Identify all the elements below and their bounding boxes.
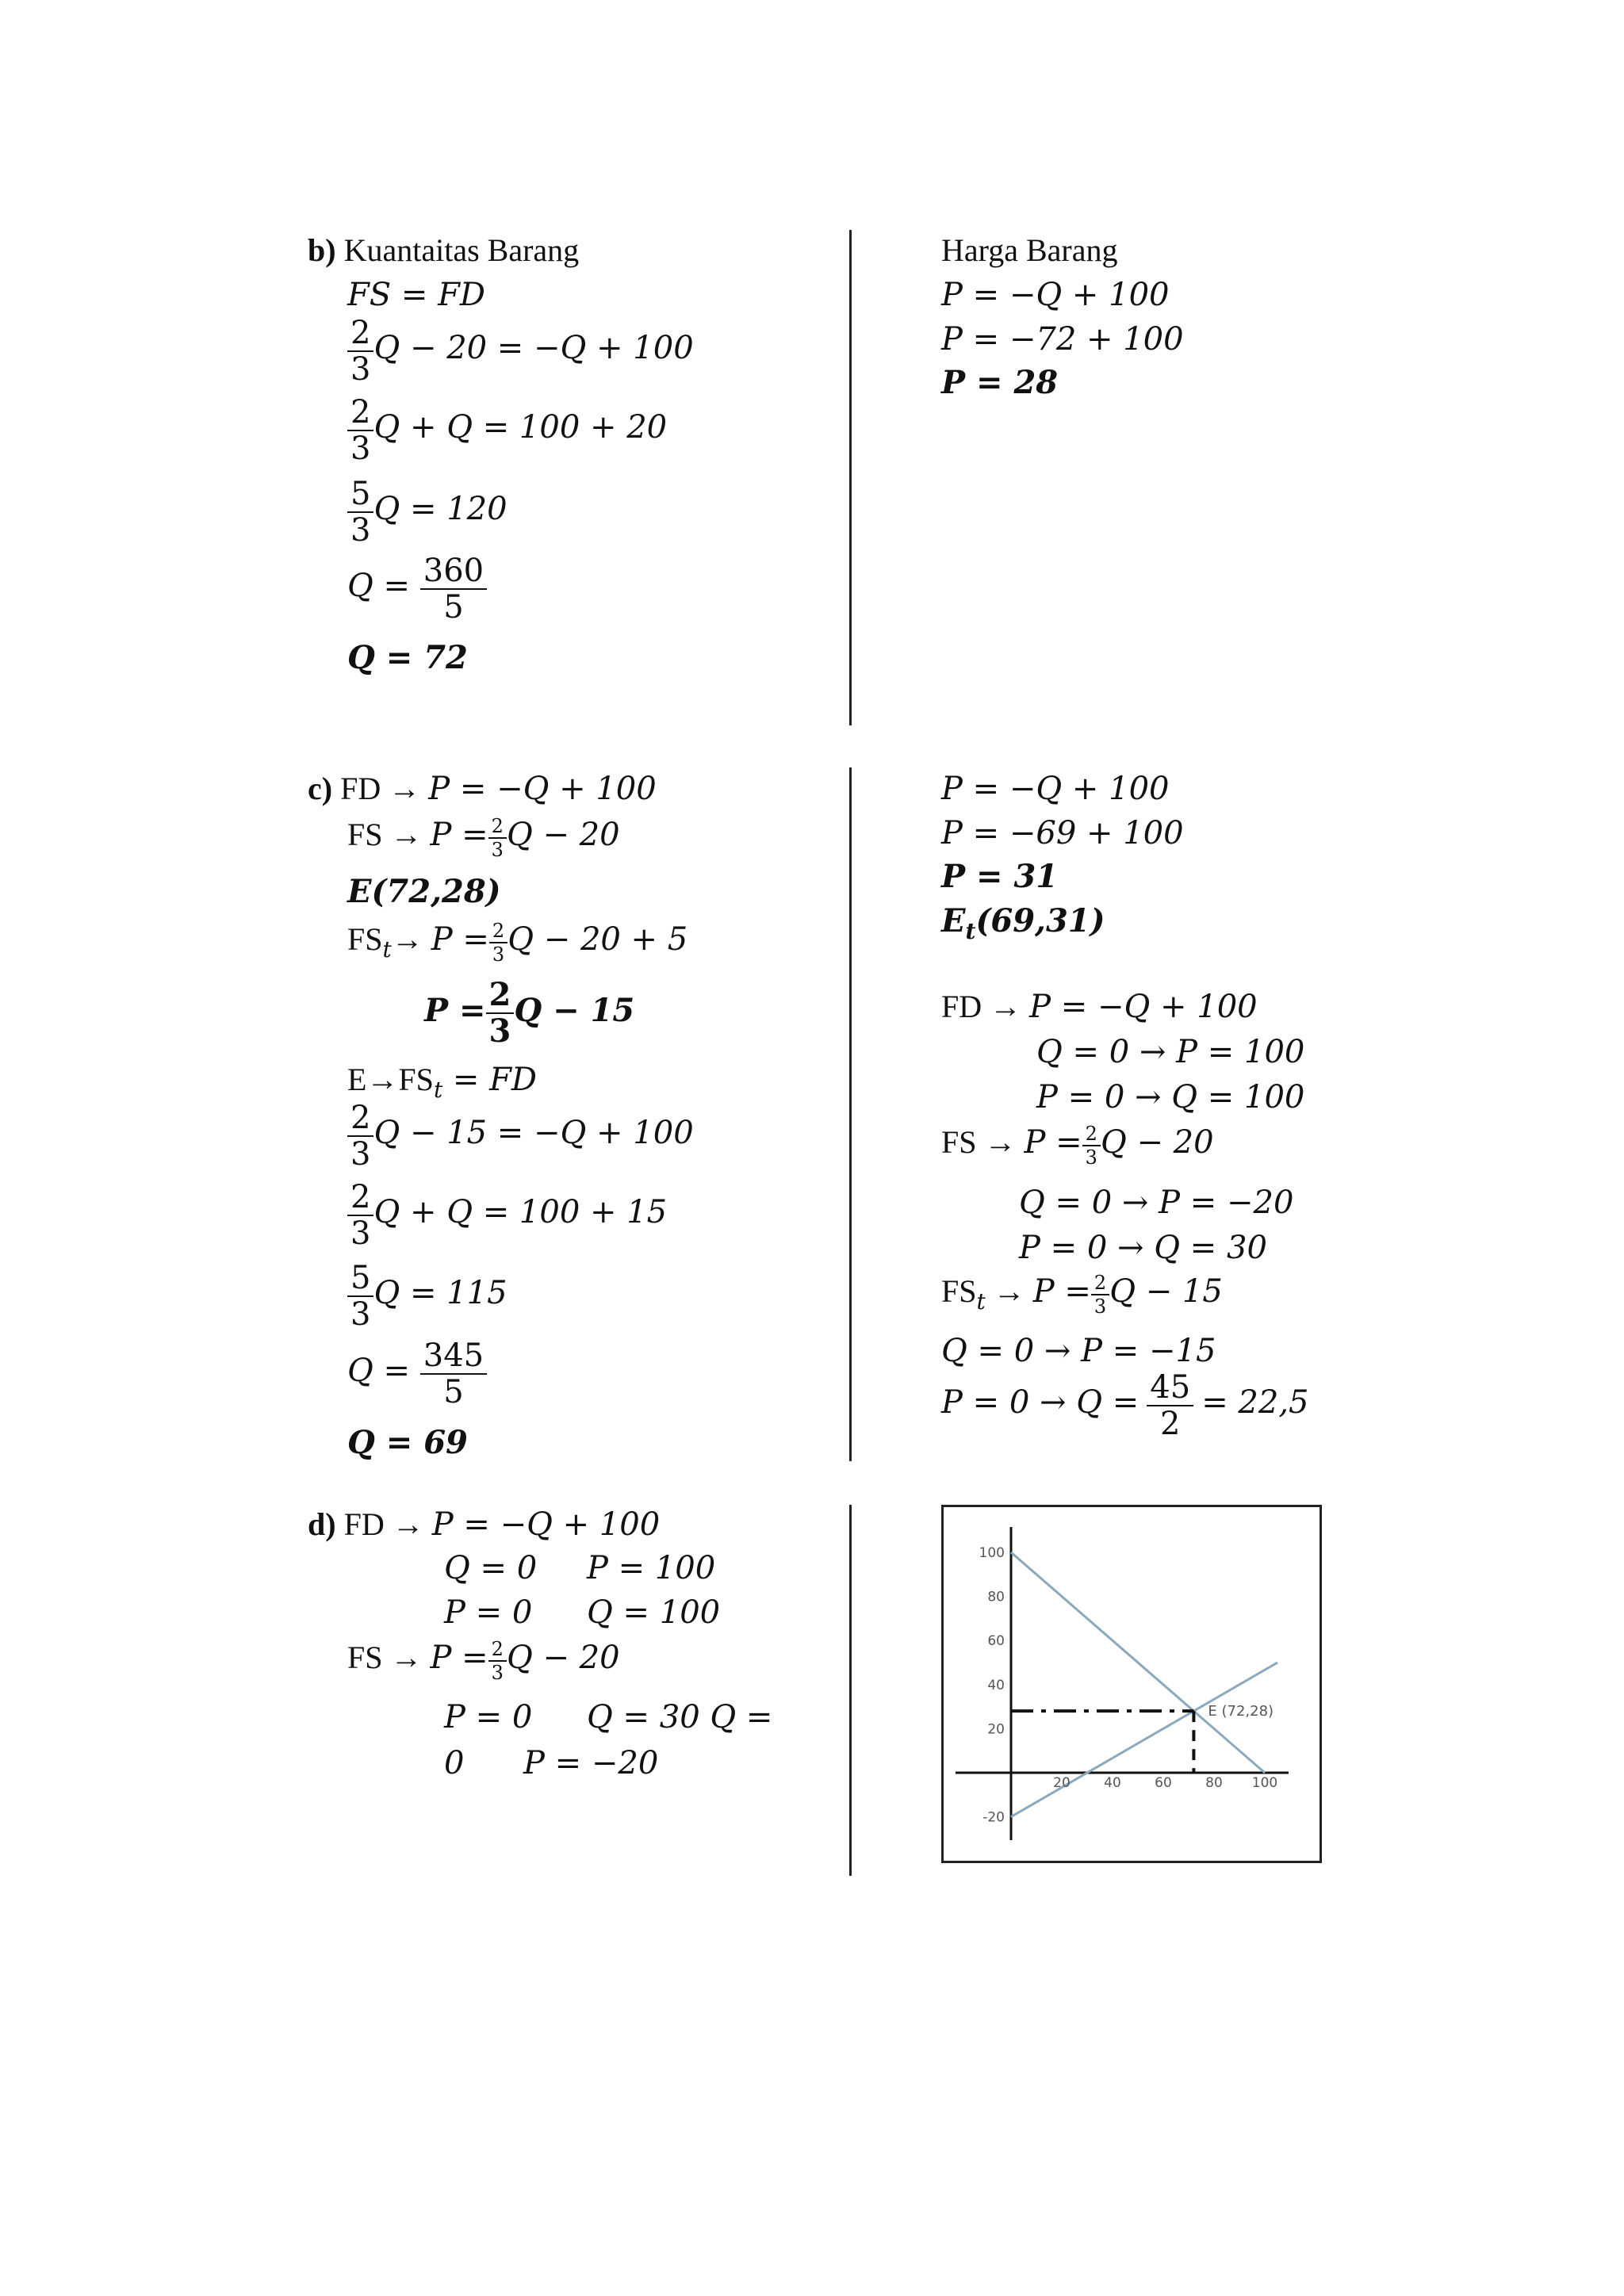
x-tick-label-20: 20 xyxy=(1053,1775,1071,1791)
c-equilibrium: E(72,28) xyxy=(347,873,501,910)
b-line-2: $\frac{2}{3}$ Q − 20 = −Q + 100 xyxy=(347,317,694,385)
y-tick-label-80: 80 xyxy=(987,1589,1005,1605)
b-result-p: P = 28 xyxy=(941,364,1059,401)
column-divider-c xyxy=(849,767,852,1461)
equilibrium-label: E (72,28) xyxy=(1208,1703,1274,1720)
c-line-fd: c) FD → P = −Q + 100 xyxy=(308,771,657,807)
c-right-fd-p0: P = 0 → Q = 100 xyxy=(1036,1079,1305,1115)
y-tick-label-100: 100 xyxy=(979,1545,1005,1561)
x-tick-label-80: 80 xyxy=(1205,1775,1223,1791)
b-result-q: Q = 72 xyxy=(347,639,468,676)
c-right-fst: $FS_t \to P$ = $\frac{2}{3}$ Q − 15 xyxy=(941,1272,1223,1318)
c-right-fst-q0: Q = 0 → P = −15 xyxy=(941,1333,1216,1369)
b-right-line-1: P = −Q + 100 xyxy=(941,277,1170,313)
x-tick-label-60: 60 xyxy=(1155,1775,1172,1791)
b-right-line-2: P = −72 + 100 xyxy=(941,321,1184,358)
d-fs-r1b: Q = 30 Q = xyxy=(587,1699,773,1735)
section-b-heading: b) Kuantaitas Barang xyxy=(308,232,580,268)
d-fd-r1a: Q = 0 xyxy=(444,1550,538,1586)
c-line-fs: FS → P = $\frac{2}{3}$ Q − 20 xyxy=(347,815,620,861)
c-fst-result: P = $\frac{2}{3}$ Q − 15 xyxy=(424,976,635,1050)
c-step-1: $\frac{2}{3}$ Q − 15 = −Q + 100 xyxy=(347,1102,694,1170)
y-tick-label--20: -20 xyxy=(982,1809,1005,1826)
d-line-fd: d) FD → P = −Q + 100 xyxy=(308,1506,661,1543)
b-line-5: Q = $\frac{360}{5}$ xyxy=(347,555,487,623)
y-tick-label-60: 60 xyxy=(987,1633,1005,1650)
x-tick-label-100: 100 xyxy=(1251,1775,1278,1791)
c-right-result-p: P = 31 xyxy=(941,858,1059,895)
c-right-fd: FD → P = −Q + 100 xyxy=(941,989,1258,1025)
b-line-1: FS = FD xyxy=(347,277,485,313)
c-step-2: $\frac{2}{3}$ Q + Q = 100 + 15 xyxy=(347,1181,667,1249)
c-q-fraction: Q = $\frac{345}{5}$ xyxy=(347,1340,487,1408)
section-b-title: Kuantaitas Barang xyxy=(343,232,580,268)
section-b-right-title: Harga Barang xyxy=(941,232,1118,268)
c-result-q: Q = 69 xyxy=(347,1424,468,1461)
c-right-fs-p0: P = 0 → Q = 30 xyxy=(1019,1230,1267,1266)
series-line-2 xyxy=(1011,1663,1277,1817)
column-divider-d xyxy=(849,1505,852,1876)
c-right-fs: FS → P = $\frac{2}{3}$ Q − 20 xyxy=(941,1123,1214,1169)
d-fs-r2b: P = −20 xyxy=(523,1745,659,1781)
c-line-e-fst: $E\to FS_t$ = FD xyxy=(347,1062,537,1103)
series-line-1 xyxy=(1011,1552,1265,1773)
d-fd-r2b: Q = 100 xyxy=(587,1594,721,1631)
c-right-fst-p0: P = 0 → Q = $\frac{45}{2}$ = 22,5 xyxy=(941,1369,1309,1442)
c-line-fst: $FS_t\to P$ = $\frac{2}{3}$ Q − 20 + 5 xyxy=(347,920,688,966)
c-right-fs-q0: Q = 0 → P = −20 xyxy=(1019,1184,1294,1221)
y-tick-label-20: 20 xyxy=(987,1721,1005,1738)
c-step-3: $\frac{5}{3}$ Q = 115 xyxy=(347,1262,508,1330)
d-fd-r1b: P = 100 xyxy=(587,1550,716,1586)
b-line-3: $\frac{2}{3}$ Q + Q = 100 + 20 xyxy=(347,396,667,465)
b-line-4: $\frac{5}{3}$ Q = 120 xyxy=(347,478,508,546)
c-right-equilibrium-t: $E_t(69,31)$ xyxy=(941,902,1105,944)
column-divider-b xyxy=(849,230,852,725)
c-right-l1: P = −Q + 100 xyxy=(941,771,1170,807)
d-fd-r2a: P = 0 xyxy=(444,1594,533,1631)
d-fs-r2a: 0 xyxy=(444,1745,465,1781)
supply-demand-graph xyxy=(941,1505,1322,1863)
x-tick-label-40: 40 xyxy=(1104,1775,1121,1791)
y-tick-label-40: 40 xyxy=(987,1677,1005,1693)
d-fs-r1a: P = 0 xyxy=(444,1699,533,1735)
c-right-l2: P = −69 + 100 xyxy=(941,815,1184,851)
d-line-fs: FS → P = $\frac{2}{3}$ Q − 20 xyxy=(347,1638,620,1684)
supply-demand-chart xyxy=(944,1507,1320,1861)
c-right-fd-q0: Q = 0 → P = 100 xyxy=(1036,1034,1305,1070)
